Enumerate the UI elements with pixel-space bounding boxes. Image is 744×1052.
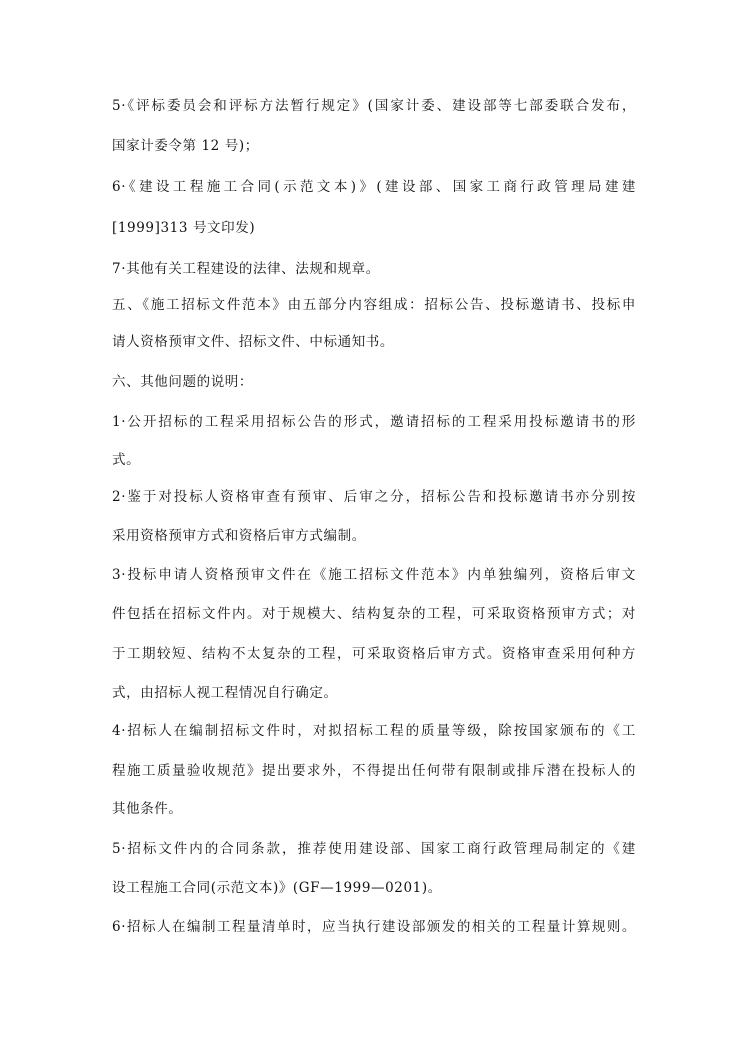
text-line: [1999]313 号文印发) (112, 220, 256, 236)
text-line: 采用资格预审方式和资格后审方式编制。 (112, 528, 366, 544)
text-line: 式。 (112, 452, 141, 468)
text-line: 6·《建设工程施工合同(示范文本)》(建设部、国家工商行政管理局建建 (112, 179, 636, 195)
text-line: 请人资格预审文件、招标文件、中标通知书。 (112, 334, 394, 350)
text-line: 件包括在招标文件内。对于规模大、结构复杂的工程，可采取资格预审方式；对 (112, 606, 636, 622)
text-line: 式，由招标人视工程情况自行确定。 (112, 685, 338, 701)
text-line: 6·招标人在编制工程量清单时，应当执行建设部颁发的相关的工程量计算规则。 (112, 919, 636, 935)
text-line: 2·鉴于对投标人资格审查有预审、后审之分，招标公告和投标邀请书亦分别按 (112, 489, 636, 505)
text-line: 5·招标文件内的合同条款，推荐使用建设部、国家工商行政管理局制定的《建 (112, 841, 636, 857)
text-line: 程施工质量验收规范》提出要求外，不得提出任何带有限制或排斥潜在投标人的 (112, 763, 636, 779)
text-line: 5·《评标委员会和评标方法暂行规定》(国家计委、建设部等七部委联合发布， (112, 98, 636, 114)
text-line: 7·其他有关工程建设的法律、法规和规章。 (112, 261, 380, 277)
text-line: 设工程施工合同(示范文本)》(GF—1999—0201)。 (112, 880, 442, 896)
text-line: 于工期较短、结构不太复杂的工程，可采取资格后审方式。资格审查采用何种方 (112, 646, 636, 662)
text-line: 六、其他问题的说明： (112, 374, 253, 390)
text-line: 4·招标人在编制招标文件时，对拟招标工程的质量等级，除按国家颁布的《工 (112, 723, 636, 739)
text-line: 3·投标申请人资格预审文件在《施工招标文件范本》内单独编列，资格后审文 (112, 567, 636, 583)
text-line: 五、《施工招标文件范本》由五部分内容组成：招标公告、投标邀请书、投标申 (112, 297, 636, 313)
text-line: 1·公开招标的工程采用招标公告的形式，邀请招标的工程采用投标邀请书的形 (112, 414, 636, 430)
text-line: 其他条件。 (112, 801, 183, 817)
text-line: 国家计委令第 12 号)； (112, 138, 259, 154)
